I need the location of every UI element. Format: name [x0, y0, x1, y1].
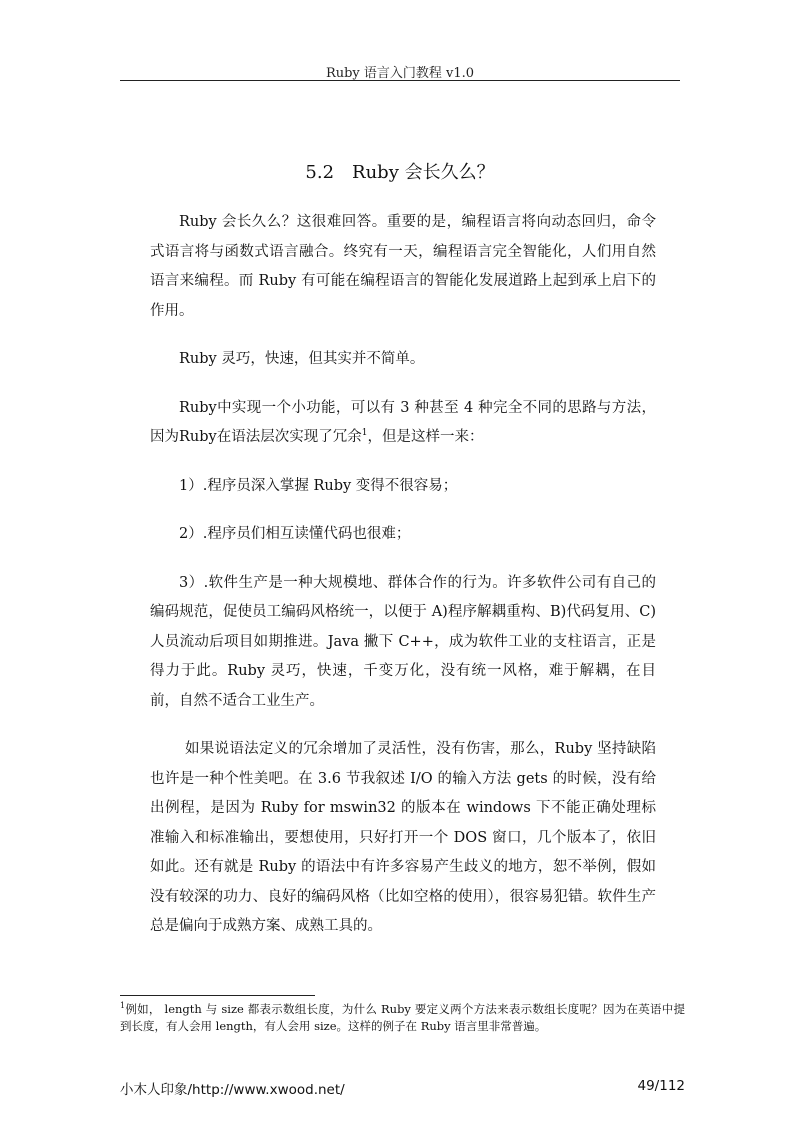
page-number: 49/112	[637, 1078, 685, 1094]
footnote-marker: 1	[120, 1001, 126, 1011]
page-header: Ruby 语言入门教程 v1.0	[325, 66, 475, 81]
section-title	[120, 158, 680, 184]
paragraph-2: Ruby 灵巧，快速，但其实并不简单。	[179, 351, 425, 367]
header-divider	[120, 80, 680, 81]
paragraph-3-text: Ruby中实现一个小功能，可以有 3 种甚至 4 种完全不同的思路与方法，因为Ruby在语法层次实现了冗余	[150, 399, 656, 445]
list-item-2: 2）.程序员们相互读懂代码也很难；	[179, 526, 411, 542]
paragraph-1: Ruby 会长久么？这很难回答。重要的是，编程语言将向动态回归，命令式语言将与函数式语言融合。终究有一天，编程语言完全智能化，人们用自然语言来编程。而 Ruby 有可能在编程语言的智能化发展道路上起到承上启下的作用。	[150, 214, 656, 319]
footnote-reference[interactable]: 1	[361, 428, 368, 439]
section-number: 5.2	[305, 162, 335, 183]
section-heading-text: Ruby 会长久么？	[352, 162, 495, 183]
footer-site-link[interactable]: 小木人印象/http://www.xwood.net/	[120, 1082, 345, 1098]
paragraph-3-tail: ，但是这样一来：	[367, 429, 484, 445]
footnote-text: 例如， length 与 size 都表示数组长度，为什么 Ruby 要定义两个方法来表示数组长度呢？因为在英语中提到长度，有人会用 length，有人会用 size。这样的例子在 Ruby 语言里非常普遍。	[120, 1002, 685, 1033]
paragraph-4: 如果说语法定义的冗余增加了灵活性，没有伤害，那么，Ruby 坚持缺陷也许是一种个性美吧。在 3.6 节我叙述 I/O 的输入方法 gets 的时候，没有给出例程，是因为 Ruby for mswin32 的版本在 windows 下不能正确处理标准输入和标准输出，要想使用，只好打开一个 DOS 窗口，几个版本了，依旧如此。还有就是 Ruby 的语法中有许多容易产生歧义的地方，恕不举例，假如没有较深的功力、良好的编码风格（比如空格的使用），很容易犯错。软件生产总是偏向于成熟方案、成熟工具的。	[150, 741, 656, 934]
footnote-divider	[120, 995, 315, 996]
list-item-1: 1）.程序员深入掌握 Ruby 变得不很容易；	[179, 477, 458, 494]
footnote	[120, 1001, 685, 1035]
list-item-3: 3）.软件生产是一种大规模地、群体合作的行为。许多软件公司有自己的编码规范，促使员工编码风格统一，以便于 A)程序解耦重构、B)代码复用、C)人员流动后项目如期推进。Java 撇下 C++，成为软件工业的支柱语言，正是得力于此。Ruby 灵巧，快速，千变万化，没有统一风格，难于解耦，在目前，自然不适合工业生产。	[150, 574, 656, 709]
paragraph-3	[150, 394, 656, 453]
body-text	[150, 208, 656, 961]
